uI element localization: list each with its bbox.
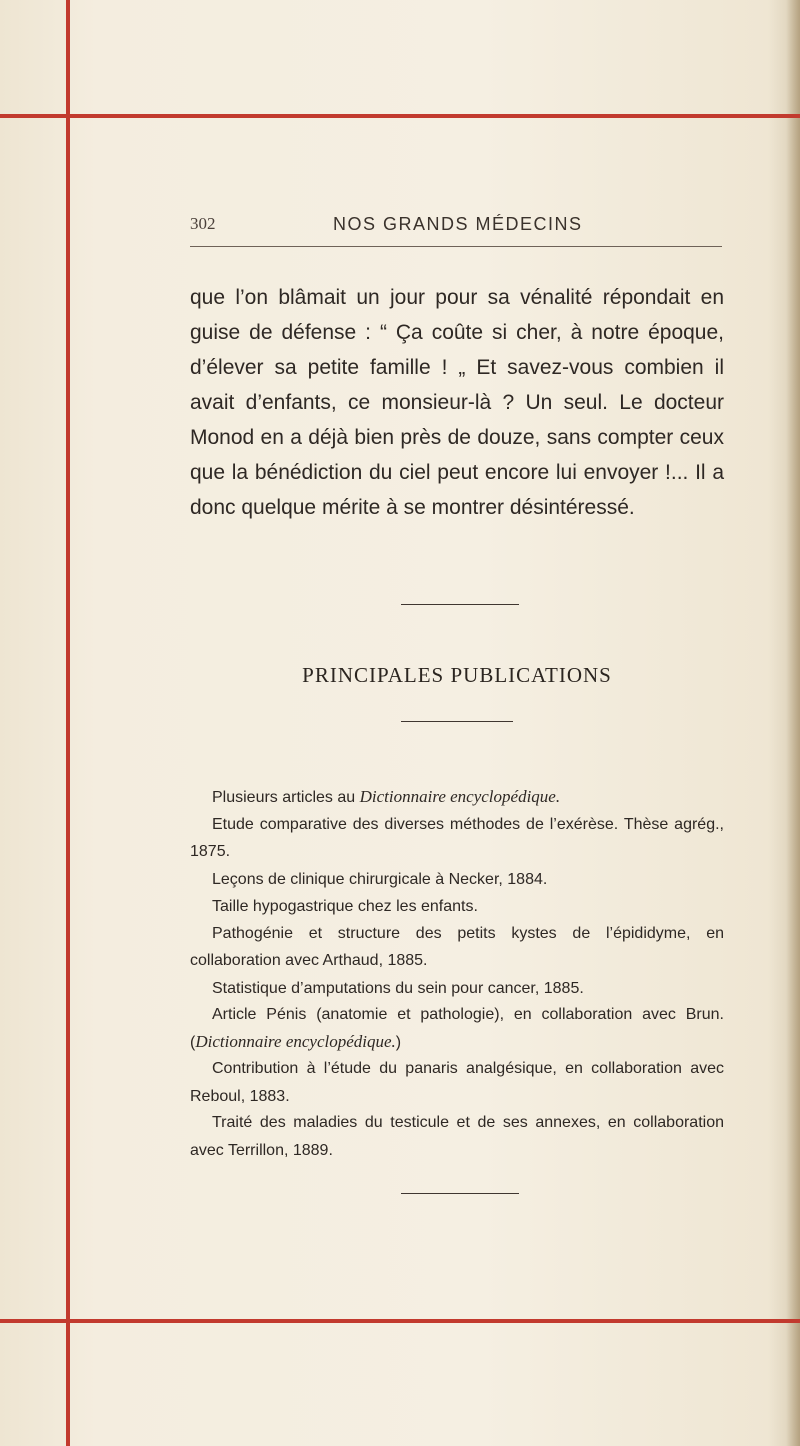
publication-item: Pathogénie et structure des petits kystes de l’épididyme, en collaboration avec Arthaud, 1885. (190, 924, 724, 969)
publications-list (190, 784, 724, 1164)
separator-rule (401, 721, 513, 722)
separator-rule (401, 1193, 519, 1194)
bottom-margin-rule (0, 1319, 800, 1323)
top-margin-rule (0, 114, 800, 118)
left-margin-rule (66, 0, 70, 1446)
running-title: NOS GRANDS MÉDECINS (333, 214, 583, 234)
page-number: 302 (190, 214, 216, 233)
publication-item: Leçons de clinique chirurgicale à Necker, 1884. (212, 870, 548, 888)
running-head (190, 214, 722, 244)
page-edge-shadow (786, 0, 800, 1446)
publication-item: Taille hypogastrique chez les enfants. (212, 898, 478, 915)
section-title: PRINCIPALES PUBLICATIONS (302, 663, 612, 687)
publication-item: Etude comparative des diverses méthodes de l’exérèse. Thèse agrég., 1875. (190, 815, 724, 860)
separator-rule (401, 604, 519, 605)
publication-item: Plusieurs articles au Dictionnaire encyclopédique. (212, 787, 561, 806)
publication-item: Traité des maladies du testicule et de ses annexes, en collaboration avec Terrillon, 1889. (190, 1114, 724, 1159)
publication-item: Article Pénis (anatomie et pathologie), en collaboration avec Brun. (Dictionnaire encyclopédique.) (190, 1006, 724, 1051)
header-rule (190, 246, 722, 247)
body-paragraph: que l’on blâmait un jour pour sa vénalité répondait en guise de défense : “ Ça coûte si cher, à notre époque, d’élever sa petite famille ! „ Et savez-vous combien il avait d’enfants, ce monsieur-là ? Un seul. Le docteur Monod en a déjà bien près de douze, sans compter ceux que la bénédiction du ciel peut encore lui envoyer !... Il a donc quelque mérite à se montrer désintéressé. (190, 286, 724, 519)
publication-item: Contribution à l’étude du panaris analgésique, en collaboration avec Reboul, 1883. (190, 1060, 724, 1105)
publication-item: Statistique d’amputations du sein pour cancer, 1885. (212, 979, 584, 997)
